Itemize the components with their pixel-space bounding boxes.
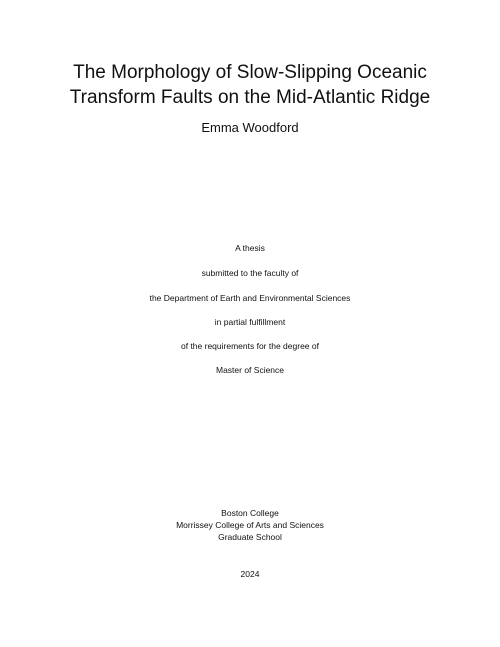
thesis-title-line-2: Transform Faults on the Mid-Atlantic Ridge bbox=[69, 87, 431, 108]
institution-college: Boston College bbox=[221, 508, 279, 518]
statement-line-fulfillment: in partial fulfillment bbox=[214, 317, 286, 327]
statement-line-requirements: of the requirements for the degree of bbox=[181, 341, 319, 351]
statement-line-thesis: A thesis bbox=[235, 243, 265, 253]
statement-line-department: the Department of Earth and Environmental Sciences bbox=[149, 293, 351, 303]
thesis-title-line-1: The Morphology of Slow-Slipping Oceanic bbox=[73, 62, 427, 83]
author-name: Emma Woodford bbox=[201, 120, 299, 135]
statement-line-submitted: submitted to the faculty of bbox=[201, 268, 299, 278]
institution-school: Morrissey College of Arts and Sciences bbox=[176, 520, 324, 530]
institution-graduate-school: Graduate School bbox=[218, 532, 282, 542]
submission-year: 2024 bbox=[240, 569, 260, 579]
statement-line-degree: Master of Science bbox=[215, 365, 285, 375]
